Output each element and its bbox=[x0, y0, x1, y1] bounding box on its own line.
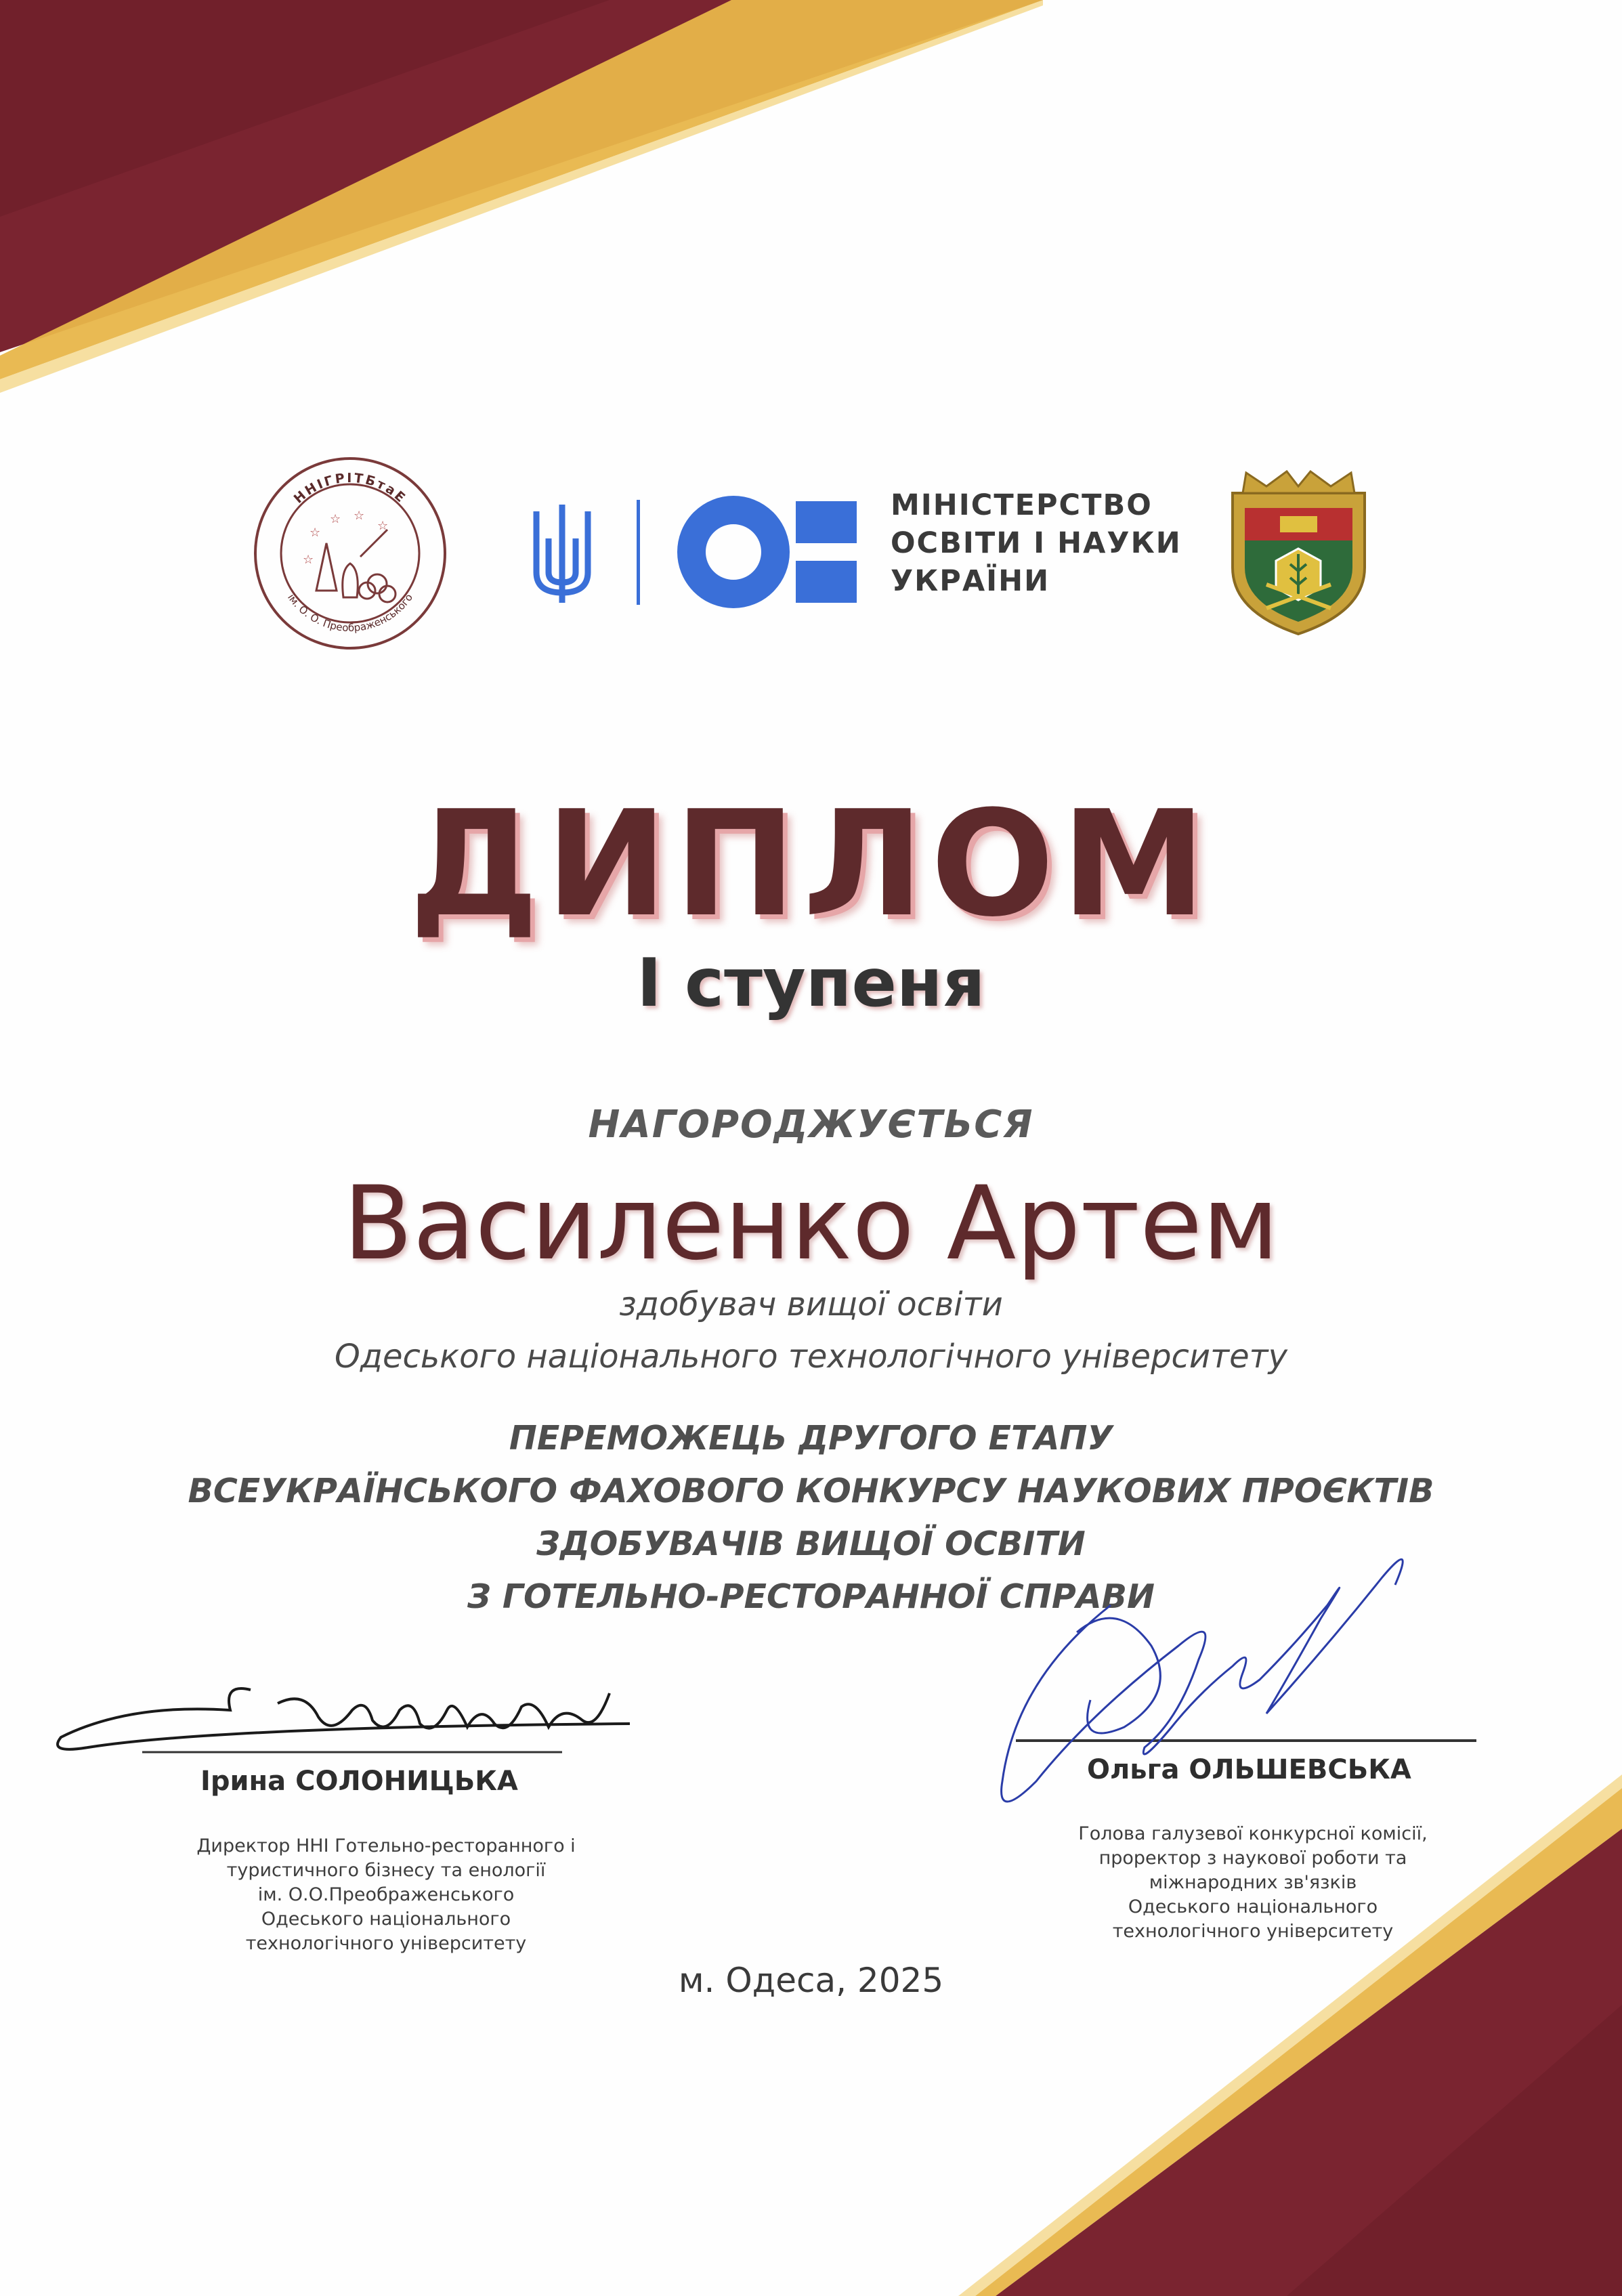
ministry-name-line2: ОСВІТИ І НАУКИ bbox=[891, 526, 1182, 560]
trident-icon bbox=[528, 498, 596, 606]
left-signatory-title-line: ім. О.О.Преображенського bbox=[257, 1884, 515, 1905]
right-signatory-title-line: технологічного університету bbox=[1112, 1921, 1394, 1942]
left-signatory-title-line: туристичного бізнесу та енології bbox=[226, 1860, 546, 1881]
oblast-coat-of-arms-icon bbox=[1219, 466, 1378, 639]
achievement-line: З ГОТЕЛЬНО-РЕСТОРАННОЇ СПРАВИ bbox=[467, 1577, 1155, 1616]
recipient-status-line2: Одеського національного технологічного університету bbox=[335, 1338, 1287, 1376]
svg-text:ННІГРІТБтаЕ bbox=[291, 471, 410, 507]
left-signatory-title bbox=[122, 1834, 650, 1956]
left-signatory-title-line: Директор ННІ Готельно-ресторанного і bbox=[196, 1835, 576, 1856]
institute-seal bbox=[252, 455, 448, 652]
ministry-emblem-icon bbox=[677, 494, 860, 610]
svg-text:☆: ☆ bbox=[310, 526, 321, 540]
svg-text:☆: ☆ bbox=[303, 553, 314, 567]
left-signatory-title-line: технологічного університету bbox=[245, 1933, 527, 1954]
right-signatory-title-line: міжнародних зв'язків bbox=[1149, 1872, 1357, 1893]
right-signatory-title-line: Голова галузевої конкурсної комісії, bbox=[1078, 1823, 1428, 1844]
achievement-line: ЗДОБУВАЧІВ ВИЩОЇ ОСВІТИ bbox=[536, 1525, 1086, 1563]
ministry-name-line1: МІНІСТЕРСТВО bbox=[891, 488, 1153, 522]
awarded-label: НАГОРОДЖУЄТЬСЯ bbox=[588, 1103, 1034, 1147]
left-signatory-title-line: Одеського національного bbox=[261, 1909, 511, 1930]
right-signatory-title-line: проректор з наукової роботи та bbox=[1098, 1848, 1407, 1869]
ministry-name bbox=[891, 486, 1182, 600]
ministry-name-line3: УКРАЇНИ bbox=[891, 564, 1050, 598]
left-signatory-name: Ірина СОЛОНИЦЬКА bbox=[200, 1766, 518, 1797]
right-signatory-title-line: Одеського національного bbox=[1128, 1896, 1378, 1917]
diploma-degree: І ступеня bbox=[637, 945, 985, 1022]
achievement-line: ВСЕУКРАЇНСЬКОГО ФАХОВОГО КОНКУРСУ НАУКОВИХ ПРОЄКТІВ bbox=[188, 1472, 1434, 1510]
logo-divider bbox=[637, 500, 640, 605]
diploma-title: ДИПЛОМ bbox=[409, 779, 1213, 949]
recipient-status-line1: здобувач вищої освіти bbox=[619, 1285, 1003, 1323]
achievement-line: ПЕРЕМОЖЕЦЬ ДРУГОГО ЕТАПУ bbox=[509, 1419, 1113, 1458]
right-signatory-title bbox=[982, 1822, 1524, 1944]
seal-bottom-text: ім. О. О. Преображенського bbox=[285, 591, 416, 635]
svg-text:☆: ☆ bbox=[330, 512, 341, 526]
seal-top-text: ННІГРІТБтаЕ bbox=[291, 470, 410, 507]
recipient-name: Василенко Артем bbox=[343, 1165, 1279, 1283]
svg-text:ім. О. О. Преображенського bbox=[285, 591, 415, 634]
svg-text:☆: ☆ bbox=[354, 509, 365, 523]
svg-text:☆: ☆ bbox=[377, 519, 389, 533]
city-year: м. Одеса, 2025 bbox=[678, 1961, 944, 2000]
right-signatory-name: Ольга ОЛЬШЕВСЬКА bbox=[1087, 1754, 1411, 1785]
